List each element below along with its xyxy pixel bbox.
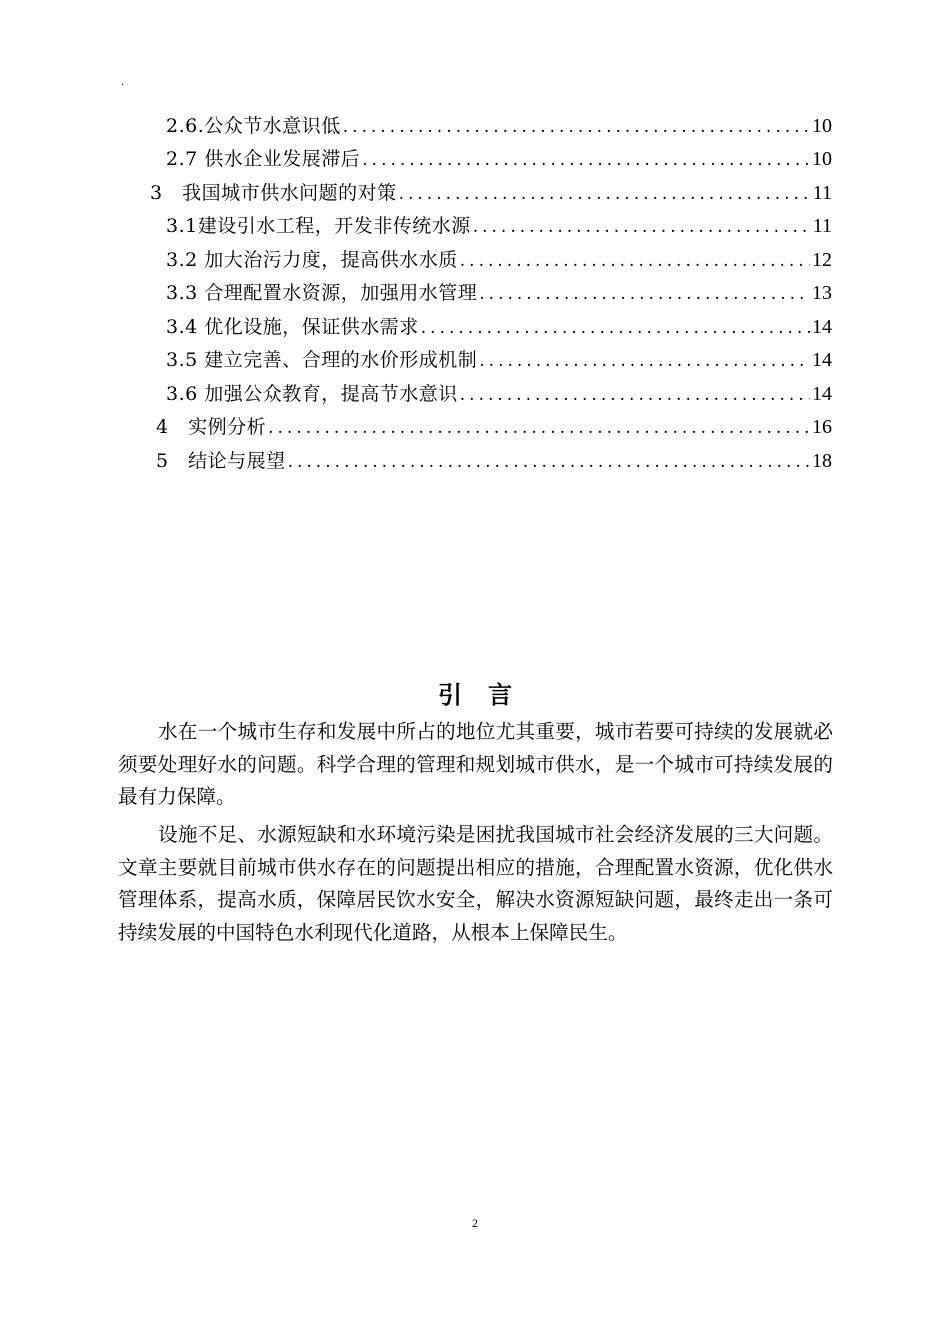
toc-entry-label: 3.2 加大治污力度，提高供水水质 xyxy=(166,249,458,271)
page-number: 2 xyxy=(472,1216,478,1230)
toc-entry-page: 11 xyxy=(812,182,832,204)
toc-dot-leader xyxy=(288,448,810,476)
toc-entry-label: 4 实例分析 xyxy=(156,416,267,438)
toc-entry-3-1[interactable] xyxy=(166,212,832,240)
toc-dot-leader xyxy=(421,314,810,342)
toc-entry-5[interactable] xyxy=(156,447,832,475)
toc-entry-3-4[interactable] xyxy=(166,313,832,341)
toc-entry-3[interactable] xyxy=(150,179,832,207)
toc-entry-label: 5 结论与展望 xyxy=(156,450,286,472)
toc-entry-label: 3 我国城市供水问题的对策 xyxy=(150,182,397,204)
toc-dot-leader xyxy=(268,414,810,442)
toc-dot-leader xyxy=(343,113,810,141)
toc-entry-label: 3.3 合理配置水资源，加强用水管理 xyxy=(166,282,478,304)
toc-entry-page: 14 xyxy=(812,349,832,371)
toc-dot-leader xyxy=(460,247,810,275)
toc-entry-3-3[interactable] xyxy=(166,279,832,307)
toc-entry-3-6[interactable] xyxy=(166,380,832,408)
toc-dot-leader xyxy=(362,146,810,174)
toc-dot-leader xyxy=(479,347,810,375)
toc-entry-page: 10 xyxy=(812,115,832,137)
toc-entry-page: 13 xyxy=(812,282,832,304)
toc-entry-label: 3.1建设引水工程，开发非传统水源 xyxy=(166,215,471,237)
toc-dot-leader xyxy=(479,280,810,308)
toc-entry-page: 14 xyxy=(812,316,832,338)
toc-entry-3-5[interactable] xyxy=(166,346,832,374)
toc-entry-label: 3.6 加强公众教育，提高节水意识 xyxy=(166,383,458,405)
toc-entry-page: 16 xyxy=(812,416,832,438)
toc-entry-3-2[interactable] xyxy=(166,246,832,274)
toc-entry-page: 14 xyxy=(812,383,832,405)
toc-entry-page: 11 xyxy=(812,215,832,237)
toc-entry-page: 18 xyxy=(812,450,832,472)
toc-dot-leader xyxy=(399,180,811,208)
toc-dot-leader xyxy=(473,213,811,241)
toc-entry-label: 3.5 建立完善、合理的水价形成机制 xyxy=(166,349,478,371)
toc-entry-2-6[interactable] xyxy=(166,112,832,140)
toc-entry-4[interactable] xyxy=(156,413,832,441)
intro-title: 引言 xyxy=(438,680,538,709)
intro-paragraph-1: 水在一个城市生存和发展中所占的地位尤其重要，城市若要可持续的发展就必须要处理好水的问题。科学合理的管理和规划城市供水，是一个城市可持续发展的最有力保障。 xyxy=(118,720,833,808)
toc-entry-label: 2.6.公众节水意识低 xyxy=(166,115,341,137)
toc-dot-leader xyxy=(460,381,810,409)
intro-paragraph-2: 设施不足、水源短缺和水环境污染是困扰我国城市社会经济发展的三大问题。文章主要就目前城市供水存在的问题提出相应的措施，合理配置水资源，优化供水管理体系，提高水质，保障居民饮水安全，解决水资源短缺问题，最终走出一条可持续发展的中国特色水利现代化道路，从根本上保障民生。 xyxy=(118,823,833,944)
toc-entry-page: 10 xyxy=(812,148,832,170)
toc-entry-2-7[interactable] xyxy=(166,145,832,173)
corner-mark: . xyxy=(121,77,125,88)
toc-entry-page: 12 xyxy=(812,249,832,271)
toc-entry-label: 3.4 优化设施，保证供水需求 xyxy=(166,316,419,338)
toc-entry-label: 2.7 供水企业发展滞后 xyxy=(166,148,361,170)
